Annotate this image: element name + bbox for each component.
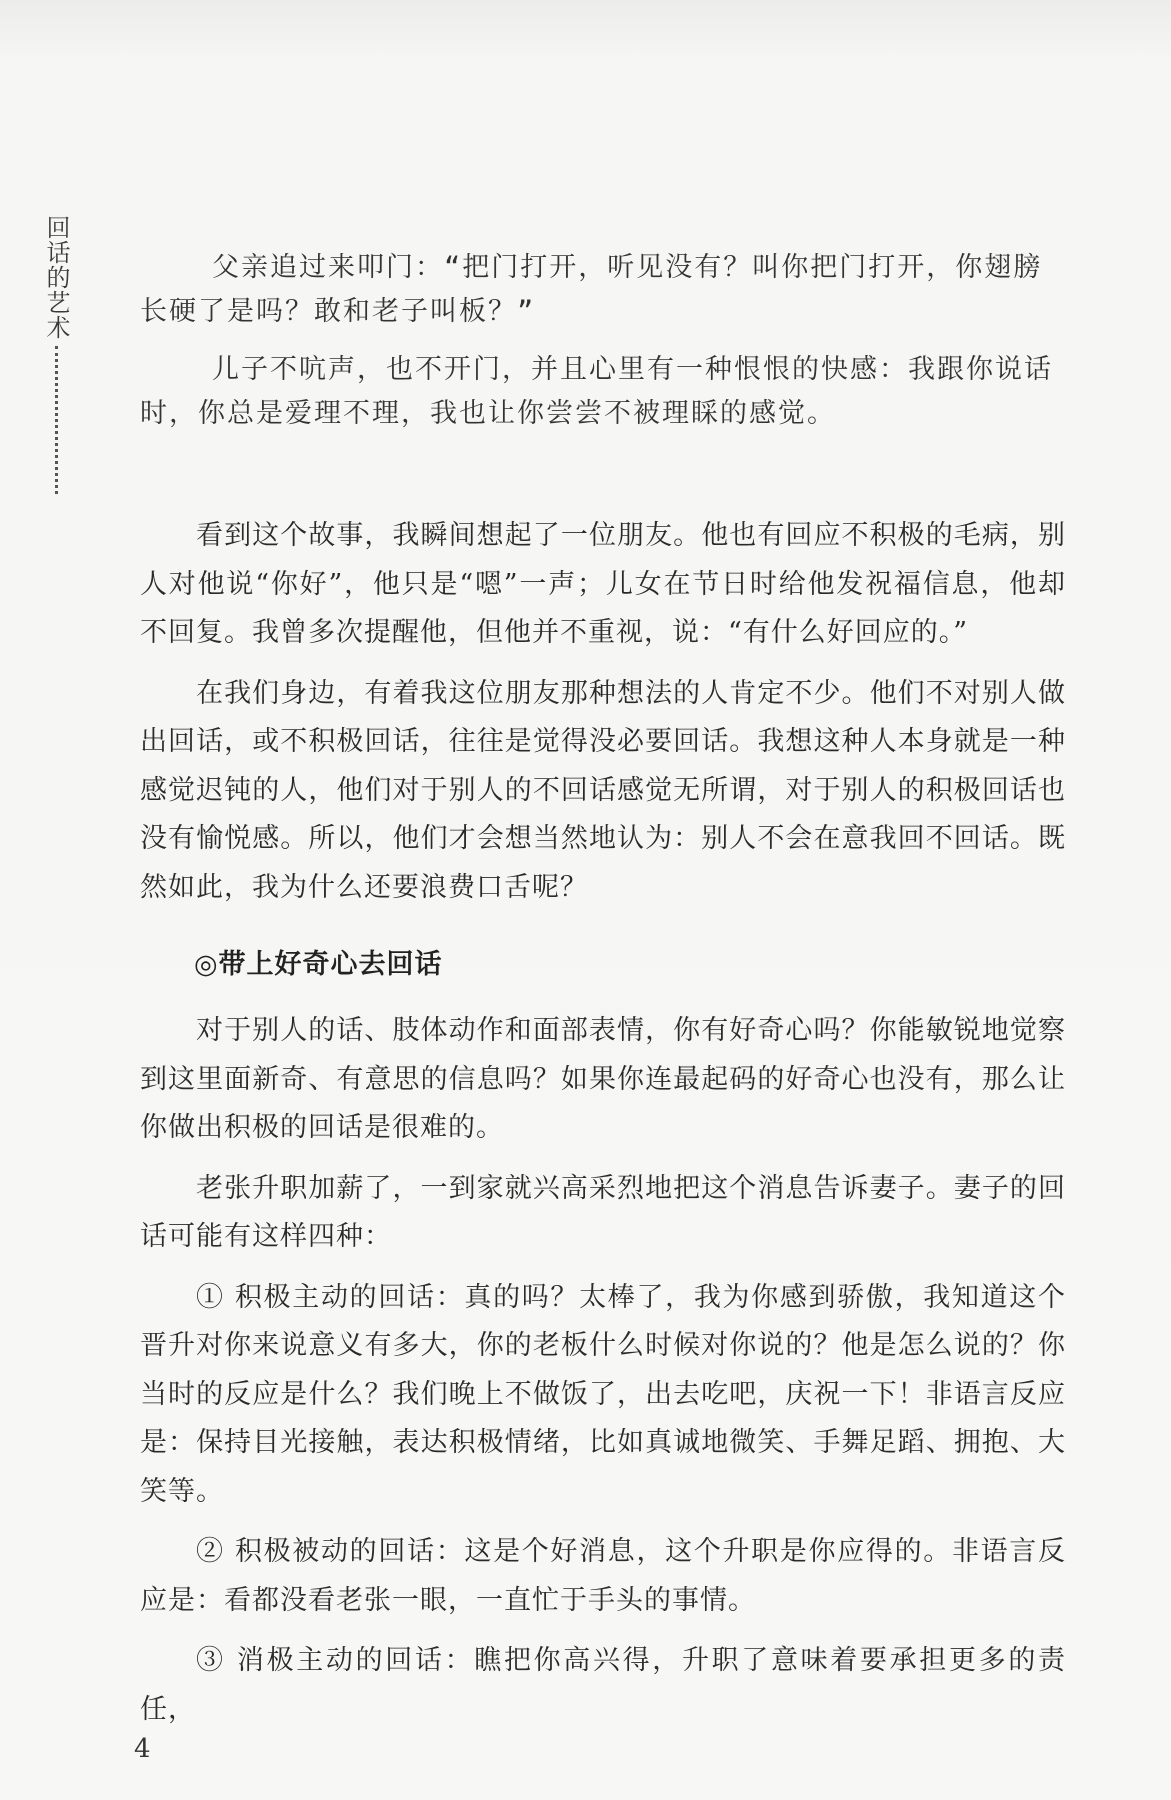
body-section-2 <box>140 1007 1066 1734</box>
body-paragraph: 对于别人的话、肢体动作和面部表情，你有好奇心吗？你能敏锐地觉察到这里面新奇、有意思的信息吗？如果你连最起码的好奇心也没有，那么让你做出积极的回话是很难的。 <box>140 1015 1066 1143</box>
dotted-rule <box>55 346 58 494</box>
body-paragraph: ② 积极被动的回话：这是个好消息，这个升职是你应得的。非语言反应是：看都没看老张一眼，一直忙于手头的事情。 <box>140 1536 1066 1616</box>
body-paragraph: 老张升职加薪了，一到家就兴高采烈地把这个消息告诉妻子。妻子的回话可能有这样四种： <box>140 1172 1066 1252</box>
page-number: 4 <box>134 1734 151 1764</box>
story-paragraph: 儿子不吭声，也不开门，并且心里有一种恨恨的快感：我跟你说话时，你总是爱理不理，我也让你尝尝不被理睬的感觉。 <box>140 354 1053 429</box>
story-excerpt <box>140 246 1066 436</box>
body-paragraph: 看到这个故事，我瞬间想起了一位朋友。他也有回应不积极的毛病，别人对他说“你好”，他只是“嗯”一声；儿女在节日时给他发祝福信息，他却不回复。我曾多次提醒他，但他并不重视，说：“有什么好回应的。” <box>140 520 1066 648</box>
body-section-1 <box>140 512 1066 912</box>
running-title-text: 回话的艺术 <box>42 215 70 340</box>
running-title <box>38 215 74 494</box>
body-paragraph: ① 积极主动的回话：真的吗？太棒了，我为你感到骄傲，我知道这个晋升对你来说意义有多大，你的老板什么时候对你说的？他是怎么说的？你当时的反应是什么？我们晚上不做饭了，出去吃吧，庆祝一下！非语言反应是：保持目光接触，表达积极情绪，比如真诚地微笑、手舞足蹈、拥抱、大笑等。 <box>140 1281 1066 1507</box>
section-heading: ◎带上好奇心去回话 <box>194 949 443 980</box>
story-paragraph: 父亲追过来叩门：“把门打开，听见没有？叫你把门打开，你翅膀长硬了是吗？敢和老子叫板？” <box>140 252 1043 327</box>
body-paragraph: ③ 消极主动的回话：瞧把你高兴得，升职了意味着要承担更多的责任， <box>140 1645 1066 1725</box>
body-paragraph: 在我们身边，有着我这位朋友那种想法的人肯定不少。他们不对别人做出回话，或不积极回话，往往是觉得没必要回话。我想这种人本身就是一种感觉迟钝的人，他们对于别人的不回话感觉无所谓，对于别人的积极回话也没有愉悦感。所以，他们才会想当然地认为：别人不会在意我回不回话。既然如此，我为什么还要浪费口舌呢？ <box>140 677 1066 903</box>
